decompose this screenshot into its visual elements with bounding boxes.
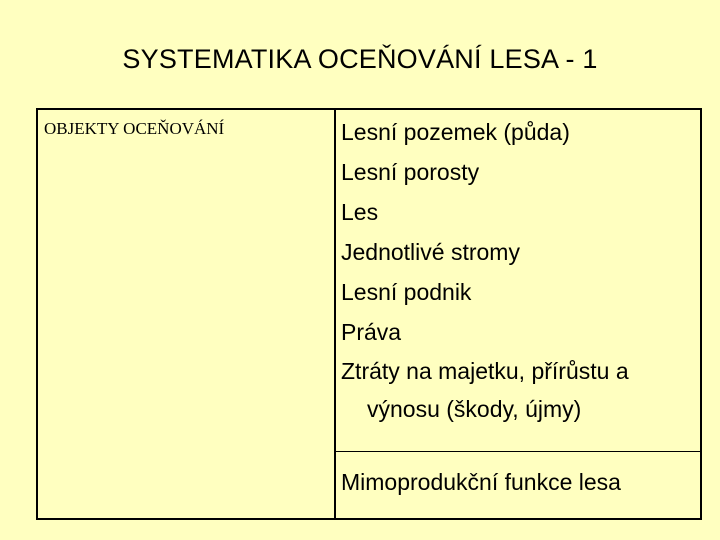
objects-list [341,112,699,428]
slide-title: SYSTEMATIKA OCEŇOVÁNÍ LESA - 1 [122,44,598,74]
list-item: Les [341,199,379,225]
column-divider [334,110,336,518]
list-item: Lesní porosty [341,159,480,185]
list-item: Lesní pozemek (půda) [341,119,570,145]
non-production-functions: Mimoprodukční funkce lesa [341,469,621,495]
list-item: Jednotlivé stromy [341,239,520,265]
objects-table [36,108,702,520]
list-item: Práva [341,319,402,345]
objects-label: OBJEKTY OCEŇOVÁNÍ [44,119,225,138]
row-divider [335,451,702,452]
list-item: Ztráty na majetku, přírůstu a výnosu (škody, újmy) [341,358,629,422]
list-item: Lesní podnik [341,279,472,305]
